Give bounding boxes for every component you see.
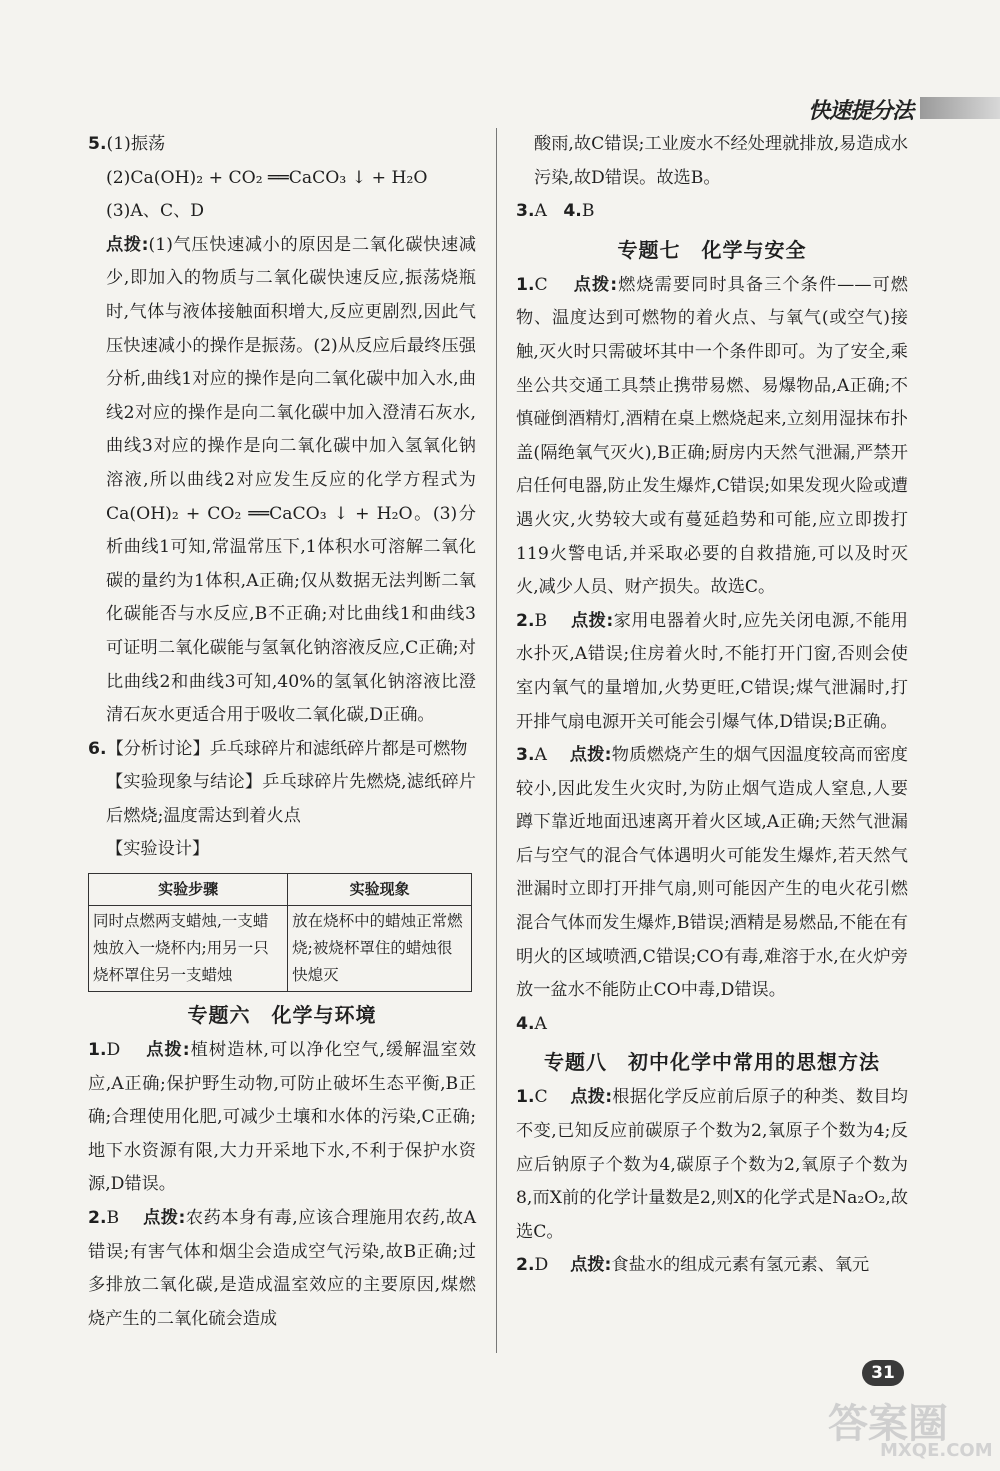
q6-number: 6.: [88, 738, 107, 759]
left-column: [88, 128, 476, 1336]
q5-number: 5.: [88, 134, 107, 154]
q5-a1: (1)振荡: [106, 134, 166, 154]
s7-q4-answer: A: [534, 1013, 547, 1034]
tip-label: 点拨:: [570, 610, 614, 631]
q6-design: 【实验设计】: [106, 839, 210, 860]
s7-q3-number: 3.: [516, 745, 535, 766]
s7-q2-text: 家用电器着火时,应先关闭电源,不能用水扑灭,A错误;住房着火时,不能打开门窗,否则会使室内氧气的量增加,火势更旺,C错误;煤气泄漏时,打开排气扇电源开关可能会引爆气体,D错误;B正确。: [516, 610, 908, 732]
brand-logo: 快速提分法: [808, 99, 914, 124]
s7-q2-number: 2.: [516, 610, 535, 631]
section-title-8: 专题八 初中化学中常用的思想方法: [544, 1050, 880, 1075]
s6-q1-answer: D: [106, 1040, 121, 1061]
q5-answer-3: (3)A、C、D: [106, 201, 205, 222]
tip-label: 点拨:: [569, 745, 612, 766]
table-header-steps: 实验步骤: [89, 874, 288, 906]
q3-answer: A: [534, 201, 547, 222]
s7-q3-answer: A: [534, 745, 547, 766]
q4-number: 4.: [563, 201, 582, 222]
table-cell-phenomena: 放在烧杯中的蜡烛正常燃烧;被烧杯罩住的蜡烛很快熄灭: [288, 906, 472, 992]
tip-label: 点拨:: [146, 1040, 190, 1061]
s7-q3-text: 物质燃烧产生的烟气因温度较高而密度较小,因此发生火灾时,为防止烟气造成人窒息,人要蹲下靠近地面迅速离开着火区域,A正确;天然气泄漏后与空气的混合气体遇明火可能发生爆炸,若天然气泄漏时立即打开排气扇,则可能因产生的电火花引燃混合气体而发生爆炸,B错误;酒精是易燃品,不能在有明火的区域喷洒,C错误;CO有毒,难溶于水,在火炉旁放一盆水不能防止CO中毒,D错误。: [516, 745, 908, 1001]
s6-q2-text: 农药本身有毒,应该合理施用农药,故A错误;有害气体和烟尘会造成空气污染,故B正确;过多排放二氧化碳,是造成温室效应的主要原因,煤燃烧产生的二氧化硫会造成: [88, 1208, 477, 1329]
s7-q1: [516, 269, 908, 605]
experiment-table: [88, 873, 472, 992]
tip-label: 点拨:: [570, 1255, 612, 1276]
column-divider: [496, 128, 497, 1353]
header-bar: [920, 97, 1000, 119]
table-header-phenomena: 实验现象: [288, 874, 472, 906]
s8-q1: [516, 1081, 908, 1249]
s8-q1-answer: C: [534, 1087, 548, 1108]
s8-q1-number: 1.: [516, 1087, 535, 1108]
s8-q1-text: 根据化学反应前后原子的种类、数目均不变,已知反应前碳原子个数为2,氧原子个数为4;反应后钠原子个数为4,碳原子个数为2,氧原子个数为8,而X前的化学计量数是2,则X的化学式是Na₂O₂,故选C。: [516, 1087, 908, 1242]
watermark-logo: 答案圈: [828, 1401, 948, 1447]
q5-tip-text: (1)气压快速减小的原因是二氧化碳快速减少,即加入的物质与二氧化碳快速反应,振荡烧瓶时,气体与液体接触面积增大,反应更剧烈,因此气压快速减小的操作是振荡。(2)从反应后最终压强分析,曲线1对应的操作是向二氧化碳中加入水,曲线2对应的操作是向二氧化碳中加入澄清石灰水,曲线3对应的操作是向二氧化碳中加入氢氧化钠溶液,所以曲线2对应发生反应的化学方程式为Ca(OH)₂ + CO₂ ══CaCO₃ ↓ + H₂O。(3)分析曲线1可知,常温常压下,1体积水可溶解二氧化碳的量约为1体积,A正确;仅从数据无法判断二氧化碳能否与水反应,B不正确;对比曲线1和曲线3可证明二氧化碳能与氢氧化钠溶液反应,C正确;对比曲线2和曲线3可知,40%的氢氧化钠溶液比澄清石灰水更适合用于吸收二氧化碳,D正确。: [106, 234, 477, 726]
section-title-7: 专题七 化学与安全: [617, 237, 807, 262]
right-column: [516, 128, 908, 1283]
q5-answer-1: [88, 128, 476, 162]
q5-tip: [88, 229, 476, 733]
section-title-6: 专题六 化学与环境: [187, 1003, 377, 1028]
s6-q1: [88, 1034, 476, 1202]
tip-label: 点拨:: [570, 1087, 613, 1108]
tip-label: 点拨:: [573, 274, 618, 295]
s7-q4-number: 4.: [516, 1013, 535, 1034]
answers-3-4: [516, 195, 908, 229]
table-header-row: [89, 874, 472, 906]
s8-q2-answer: D: [534, 1255, 549, 1276]
table-row: [89, 906, 472, 992]
s6-q2-answer: B: [106, 1208, 120, 1229]
s6-q1-number: 1.: [88, 1040, 107, 1061]
s7-q1-number: 1.: [516, 274, 535, 295]
table-cell-steps: 同时点燃两支蜡烛,一支蜡烛放入一烧杯内;用另一只烧杯罩住另一支蜡烛: [89, 906, 288, 992]
s7-q1-answer: C: [534, 274, 548, 295]
s6-q2: [88, 1202, 476, 1336]
s7-q3: [516, 739, 908, 1008]
s6-q2-number: 2.: [88, 1208, 107, 1229]
s6-q1-text: 植树造林,可以净化空气,缓解温室效应,A正确;保护野生动物,可防止破坏生态平衡,B正确;合理使用化肥,可减少土壤和水体的污染,C正确;地下水资源有限,大力开采地下水,不利于保护水资源,D错误。: [88, 1040, 477, 1195]
s7-q4: [516, 1008, 908, 1042]
s7-q1-text: 燃烧需要同时具备三个条件——可燃物、温度达到可燃物的着火点、与氧气(或空气)接触,灭火时只需破坏其中一个条件即可。为了安全,乘坐公共交通工具禁止携带易燃、易爆物品,A正确;不慎碰倒酒精灯,酒精在桌上燃烧起来,立刻用湿抹布扑盖(隔绝氧气灭火),B正确;厨房内天然气泄漏,严禁开启任何电器,防止发生爆炸,C错误;如果发现火险或遭遇火灾,火势较大或有蔓延趋势和可能,应立即拨打119火警电话,并采取必要的自救措施,可以及时灭火,减少人员、财产损失。故选C。: [516, 274, 908, 598]
page-number: 31: [862, 1360, 904, 1386]
watermark-url: MXQE.COM: [880, 1440, 993, 1461]
q6-analysis-text: 【分析讨论】乒乓球碎片和滤纸碎片都是可燃物: [106, 738, 468, 759]
s8-q2-text: 食盐水的组成元素有氢元素、氧元: [611, 1255, 870, 1276]
tip-label: 点拨:: [106, 234, 149, 255]
q6-phenomenon: 【实验现象与结论】乒乓球碎片先燃烧,滤纸碎片后燃烧;温度需达到着火点: [106, 772, 476, 826]
q4-answer: B: [581, 201, 595, 222]
q6-analysis: [88, 733, 476, 767]
s7-q2-answer: B: [534, 610, 548, 631]
continued-text: 酸雨,故C错误;工业废水不经处理就排放,易造成水污染,故D错误。故选B。: [534, 134, 908, 188]
s8-q2: [516, 1249, 908, 1283]
tip-label: 点拨:: [143, 1208, 186, 1229]
s8-q2-number: 2.: [516, 1255, 535, 1276]
q3-number: 3.: [516, 201, 535, 222]
s7-q2: [516, 605, 908, 739]
q5-answer-2: (2)Ca(OH)₂ + CO₂ ══CaCO₃ ↓ + H₂O: [106, 167, 428, 188]
